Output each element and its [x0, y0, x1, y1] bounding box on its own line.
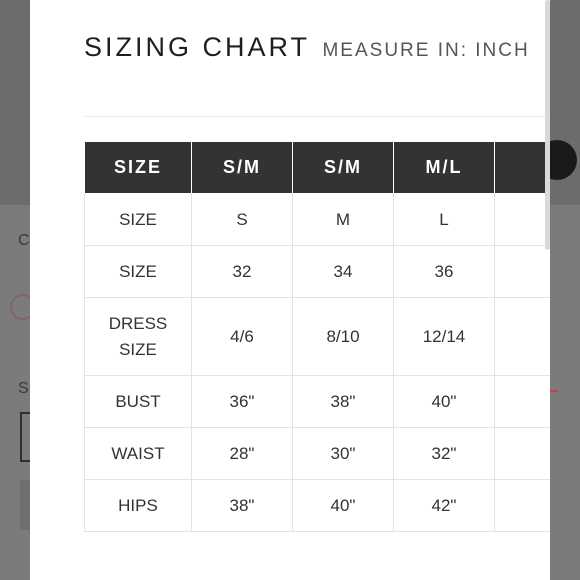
column-header — [495, 142, 551, 194]
table-cell: 42" — [394, 480, 495, 532]
table-row — [85, 480, 551, 532]
column-header: S/M — [293, 142, 394, 194]
table-cell: L — [394, 194, 495, 246]
background-text-s: S — [18, 380, 29, 397]
table-cell: 32 — [192, 246, 293, 298]
column-header: SIZE — [85, 142, 192, 194]
page-scrollbar[interactable] — [545, 0, 550, 250]
background-text-c: C — [18, 232, 30, 249]
table-cell: 38" — [192, 480, 293, 532]
table-row — [85, 194, 551, 246]
table-cell: 8/10 — [293, 298, 394, 376]
table-cell: M — [293, 194, 394, 246]
header-divider — [84, 116, 550, 117]
measure-unit-label: MEASURE IN: INCH — [322, 40, 530, 61]
size-table-scroll-area[interactable] — [84, 142, 550, 538]
table-cell — [495, 428, 551, 480]
table-cell: 28" — [192, 428, 293, 480]
table-cell: 4/6 — [192, 298, 293, 376]
modal-title: SIZING CHART — [84, 32, 311, 62]
table-cell — [495, 194, 551, 246]
row-label: HIPS — [85, 480, 192, 532]
table-row — [85, 298, 551, 376]
modal-header — [84, 32, 530, 63]
row-label: SIZE — [85, 194, 192, 246]
row-label: DRESS SIZE — [85, 298, 192, 376]
table-cell: 12/14 — [394, 298, 495, 376]
table-cell — [495, 298, 551, 376]
size-table — [84, 142, 550, 532]
column-header: M/L — [394, 142, 495, 194]
table-cell: 38" — [293, 376, 394, 428]
row-label: SIZE — [85, 246, 192, 298]
sizing-chart-modal — [30, 0, 550, 580]
table-cell — [495, 376, 551, 428]
table-header-row — [85, 142, 551, 194]
background-size-option-2 — [20, 480, 30, 530]
table-cell: 34 — [293, 246, 394, 298]
table-row — [85, 376, 551, 428]
table-cell: 30" — [293, 428, 394, 480]
table-row — [85, 246, 551, 298]
table-cell: 36" — [192, 376, 293, 428]
table-row — [85, 428, 551, 480]
table-cell: 36 — [394, 246, 495, 298]
row-label: WAIST — [85, 428, 192, 480]
table-cell: 40" — [293, 480, 394, 532]
table-cell: 40" — [394, 376, 495, 428]
column-header: S/M — [192, 142, 293, 194]
table-cell — [495, 480, 551, 532]
table-cell: 32" — [394, 428, 495, 480]
table-cell: S — [192, 194, 293, 246]
table-cell — [495, 246, 551, 298]
row-label: BUST — [85, 376, 192, 428]
